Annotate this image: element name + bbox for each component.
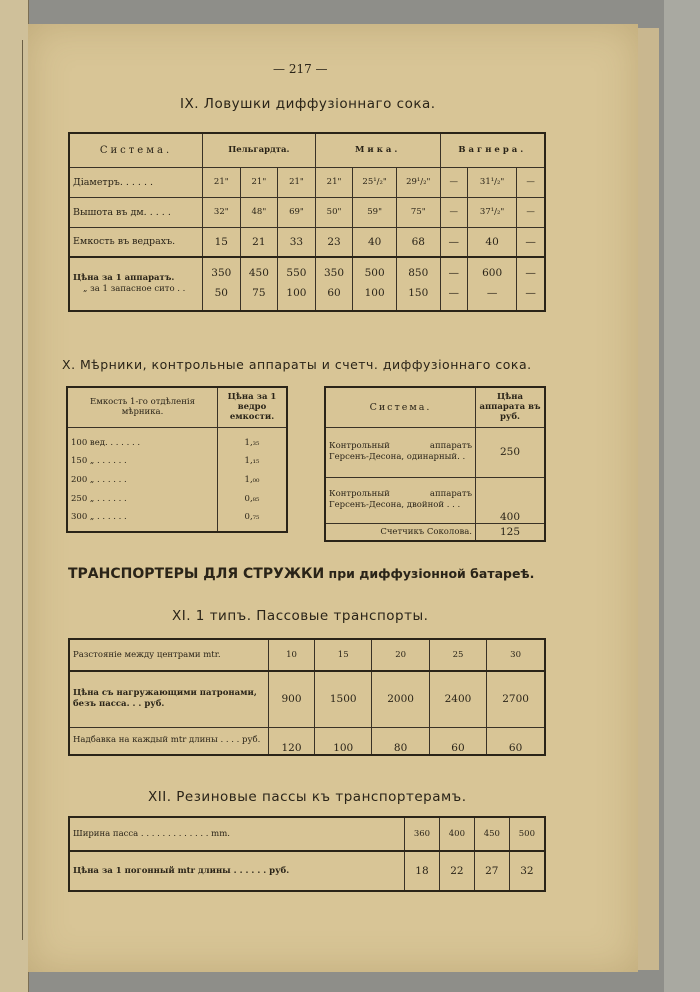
cell: 60	[429, 727, 486, 755]
cell: 21"	[240, 167, 278, 197]
measure-header-row	[67, 387, 287, 427]
cell: 400	[439, 817, 474, 851]
gutter-table-lines	[4, 40, 23, 940]
system-header: Система.	[325, 387, 476, 427]
table-row	[325, 477, 545, 523]
cell: 900	[269, 671, 315, 727]
cell: 15	[203, 227, 241, 257]
price-cell	[278, 257, 316, 311]
sieve-value: 100	[286, 287, 307, 299]
price-cell	[517, 257, 545, 311]
price-row	[69, 257, 545, 311]
sieve-value: 150	[408, 287, 429, 299]
cell: 250	[476, 427, 546, 477]
cell: 10	[269, 639, 315, 671]
cell: 120	[269, 727, 315, 755]
cell: 69"	[278, 197, 316, 227]
distance-row	[69, 639, 545, 671]
sieve-value: —	[525, 287, 536, 299]
section-9-title: IX. Ловушки диффузіоннаго сока.	[180, 96, 436, 112]
cell: —	[440, 167, 467, 197]
cell: 32	[509, 851, 545, 891]
cell: 18	[405, 851, 440, 891]
price-per-bucket-header: Цѣна за 1 ведро емкости.	[218, 387, 288, 427]
row-label: Вышота въ дм. . . . .	[69, 197, 203, 227]
list-item: 0,₈₅	[244, 493, 260, 504]
system-header: Система.	[69, 133, 203, 167]
cell: 27	[474, 851, 509, 891]
price-value: 350	[324, 267, 345, 280]
transport-heading-rest: при диффузіонной батареѣ.	[324, 566, 535, 581]
cell: 25¹/₂"	[353, 167, 397, 197]
cell: 21"	[203, 167, 241, 197]
capacity-header: Емкость 1-го отдѣленія мѣрника.	[67, 387, 218, 427]
book-edge-background	[664, 0, 700, 992]
belt-price-row	[69, 851, 545, 891]
price-value: —	[525, 267, 536, 280]
price-value: 850	[408, 267, 429, 280]
row-label: Надбавка на каждый mtr длины . . . . руб.	[69, 727, 269, 755]
price-label-apparatus: Цѣна за 1 аппаратъ.	[73, 272, 175, 283]
width-row	[69, 817, 545, 851]
transport-heading-bold: ТРАНСПОРТЕРЫ ДЛЯ СТРУЖКИ	[68, 566, 325, 582]
list-item: 1,₀₀	[244, 474, 260, 485]
sieve-value: 50	[214, 287, 228, 299]
cell: 21"	[278, 167, 316, 197]
cell: 23	[315, 227, 353, 257]
page-edge	[636, 28, 659, 970]
cell: —	[517, 197, 545, 227]
cell: 2000	[372, 671, 429, 727]
row-label: Ширина пасса . . . . . . . . . . . . . mm.	[69, 817, 405, 851]
price-cell	[468, 257, 517, 311]
table-row	[69, 167, 545, 197]
cell: 30	[487, 639, 545, 671]
section-11-title: XI. 1 типъ. Пассовые транспорты.	[172, 608, 429, 624]
rubber-belt-table	[68, 816, 546, 892]
trap-header-row	[69, 133, 545, 167]
table-row	[325, 427, 545, 477]
list-item: 100 вед. . . . . . .	[71, 437, 141, 448]
section-10-title: X. Мѣрники, контрольные аппараты и счетч. диффузіоннаго сока.	[62, 357, 532, 372]
book-gutter	[0, 0, 29, 992]
list-item: 300 „ . . . . . .	[71, 512, 127, 523]
price-cell	[240, 257, 278, 311]
price-value: 600	[482, 267, 503, 280]
list-item: 250 „ . . . . . .	[71, 493, 127, 504]
cell: 37¹/₂"	[468, 197, 517, 227]
surcharge-row	[69, 727, 545, 755]
cell: 33	[278, 227, 316, 257]
cell: 40	[353, 227, 397, 257]
belt-transport-table	[68, 638, 546, 756]
trap-table	[68, 132, 546, 312]
row-label: Емкость въ ведрахъ.	[69, 227, 203, 257]
cell: 1500	[315, 671, 372, 727]
capacity-list	[67, 427, 218, 532]
price-cell	[315, 257, 353, 311]
pelgardt-header: Пельгардта.	[203, 133, 316, 167]
cell: 48"	[240, 197, 278, 227]
row-label: Разстояніе между центрами mtr.	[69, 639, 269, 671]
cell: 22	[439, 851, 474, 891]
cell: —	[517, 227, 545, 257]
cell: 60	[487, 727, 545, 755]
cell: 31¹/₂"	[468, 167, 517, 197]
table-row	[69, 227, 545, 257]
list-item: 1,₃₅	[244, 437, 260, 448]
cell: 29¹/₂"	[396, 167, 440, 197]
cell: 400	[476, 477, 546, 523]
control-apparatus-table	[324, 386, 546, 542]
cell: 68	[396, 227, 440, 257]
cell: 450	[474, 817, 509, 851]
cell: 59"	[353, 197, 397, 227]
measure-body	[67, 427, 287, 532]
row-label: Контрольный аппаратъ Герсенъ-Десона, одинарный. .	[325, 427, 476, 477]
cell: —	[517, 167, 545, 197]
cell: 50"	[315, 197, 353, 227]
cell: 2700	[487, 671, 545, 727]
sieve-value: 100	[364, 287, 385, 299]
table-row	[69, 197, 545, 227]
sieve-value: —	[448, 287, 460, 299]
price-label: Цѣна съ нагружающими патронами, безъ пасса. . . руб.	[73, 688, 257, 710]
cell: —	[440, 197, 467, 227]
sieve-value: 60	[327, 287, 341, 299]
cell: 40	[468, 227, 517, 257]
apparatus-price-header: Цѣна аппарата въ руб.	[476, 387, 546, 427]
cell: —	[440, 227, 467, 257]
cell: 360	[405, 817, 440, 851]
price-label-cell	[69, 671, 269, 727]
price-value: 450	[248, 267, 269, 280]
cell: 125	[476, 523, 546, 541]
price-value: —	[448, 267, 460, 280]
transport-price-row	[69, 671, 545, 727]
table-row	[325, 523, 545, 541]
list-item: 0,₇₅	[244, 512, 260, 523]
section-12-title: XII. Резиновые пассы къ транспортерамъ.	[148, 789, 467, 805]
cell: 20	[372, 639, 429, 671]
cell: 25	[429, 639, 486, 671]
mika-header: Мика.	[315, 133, 440, 167]
row-label: Цѣна за 1 погонный mtr длины . . . . . . руб.	[69, 851, 405, 891]
book-page	[28, 24, 638, 972]
row-label: Счетчикъ Соколова.	[325, 523, 476, 541]
price-cell	[203, 257, 241, 311]
cell: 21"	[315, 167, 353, 197]
row-label: Діаметръ. . . . . .	[69, 167, 203, 197]
page-number: — 217 —	[273, 62, 328, 76]
price-value: 550	[286, 267, 307, 280]
wagner-header: Вагнера.	[440, 133, 545, 167]
sieve-value: 75	[252, 287, 266, 299]
price-cell	[440, 257, 467, 311]
cell: 100	[315, 727, 372, 755]
price-value: 350	[211, 267, 232, 280]
cell: 80	[372, 727, 429, 755]
cell: 500	[509, 817, 545, 851]
cell: 2400	[429, 671, 486, 727]
cell: 75"	[396, 197, 440, 227]
price-value: 500	[364, 267, 385, 280]
list-item: 200 „ . . . . . .	[71, 474, 127, 485]
list-item: 1,₁₅	[244, 456, 260, 467]
cell: 21	[240, 227, 278, 257]
list-item: 150 „ . . . . . .	[71, 456, 127, 467]
measure-table	[66, 386, 288, 533]
price-label-cell	[69, 257, 203, 311]
price-cell	[396, 257, 440, 311]
sieve-value: —	[486, 287, 498, 299]
price-label-sieve: „ за 1 запасное сито . .	[83, 284, 186, 294]
price-cell	[353, 257, 397, 311]
control-header-row	[325, 387, 545, 427]
cell: 32"	[203, 197, 241, 227]
row-label: Контрольный аппаратъ Герсенъ-Десона, двойной . . .	[325, 477, 476, 523]
transport-heading	[68, 566, 534, 582]
cell: 15	[315, 639, 372, 671]
price-list	[218, 427, 288, 532]
